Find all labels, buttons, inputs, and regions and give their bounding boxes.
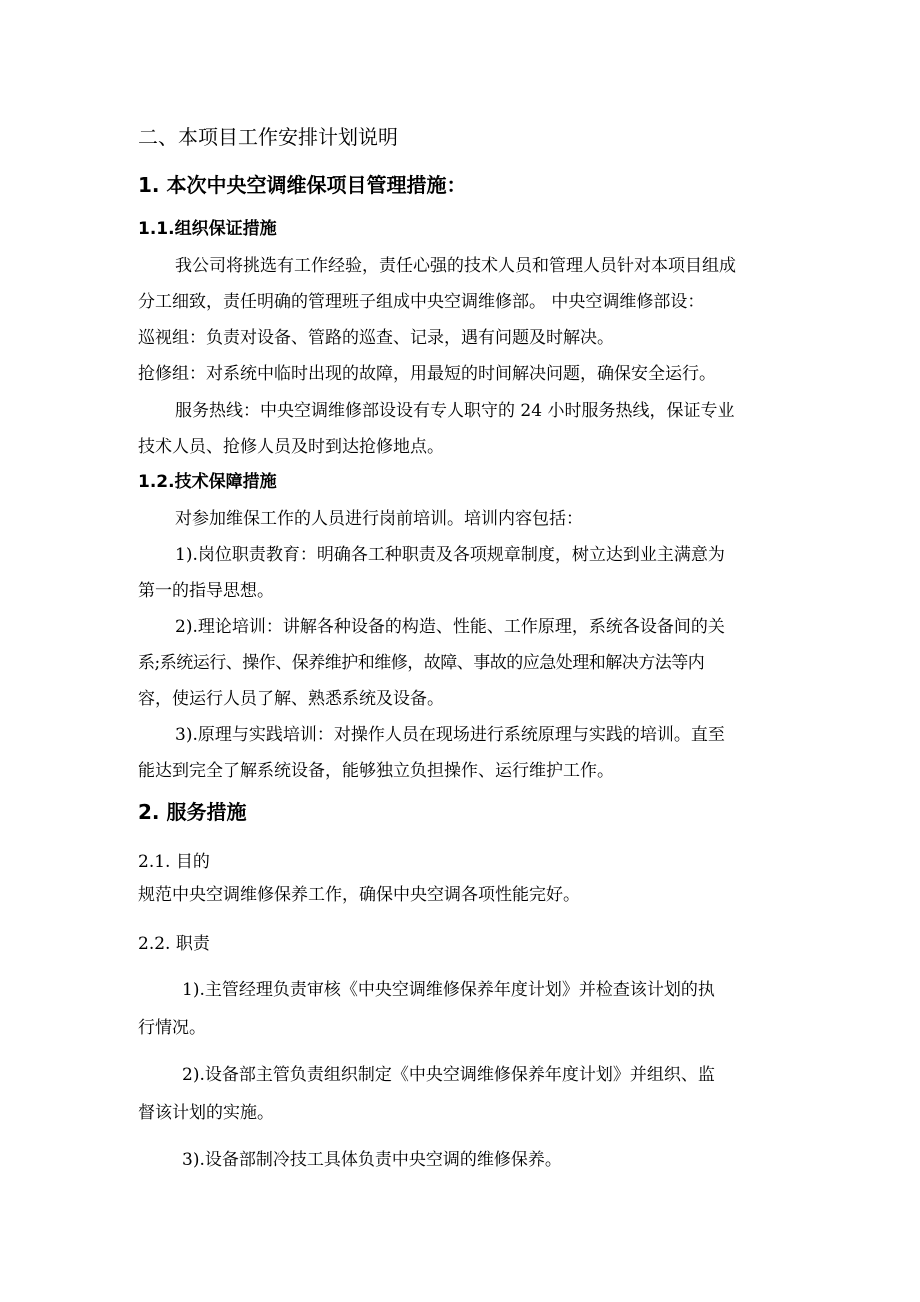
subsection-2-2-heading: 2.2. 职责 — [138, 934, 210, 954]
subsection-2-1-heading: 2.1. 目的 — [138, 852, 210, 872]
list-item-line: 2).设备部主管负责组织制定《中央空调维修保养年度计划》并组织、监 — [182, 1065, 715, 1085]
list-item-line: 能达到完全了解系统设备，能够独立负担操作、运行维护工作。 — [138, 761, 614, 781]
section-2-heading: 2. 服务措施 — [138, 800, 247, 824]
paragraph-line: 对参加维保工作的人员进行岗前培训。培训内容包括： — [175, 509, 583, 529]
section-1-heading: 1. 本次中央空调维保项目管理措施： — [138, 173, 467, 197]
subsection-1-2-heading: 1.2.技术保障措施 — [138, 472, 277, 492]
list-item-line: 第一的指导思想。 — [138, 581, 274, 601]
list-item-line: 3).设备部制冷技工具体负责中央空调的维修保养。 — [182, 1150, 562, 1170]
list-item-line: 2).理论培训：讲解各种设备的构造、性能、工作原理，系统各设备间的关 — [175, 617, 725, 637]
list-item-line: 1).主管经理负责审核《中央空调维修保养年度计划》并检查该计划的执 — [182, 980, 715, 1000]
paragraph-line: 我公司将挑选有工作经验，责任心强的技术人员和管理人员针对本项目组成 — [175, 256, 736, 276]
list-item-line: 系;系统运行、操作、保养维护和维修，故障、事故的应急处理和解决方法等内 — [138, 653, 705, 673]
paragraph-line: 抢修组：对系统中临时出现的故障，用最短的时间解决问题，确保安全运行。 — [138, 364, 716, 384]
part-title: 二、本项目工作安排计划说明 — [138, 125, 398, 149]
paragraph-line: 规范中央空调维修保养工作，确保中央空调各项性能完好。 — [138, 885, 580, 905]
paragraph-line: 技术人员、抢修人员及时到达抢修地点。 — [138, 437, 444, 457]
list-item-line: 3).原理与实践培训：对操作人员在现场进行系统原理与实践的培训。直至 — [175, 725, 725, 745]
list-item-line: 行情况。 — [138, 1018, 206, 1038]
subsection-1-1-heading: 1.1.组织保证措施 — [138, 219, 277, 239]
list-item-line: 督该计划的实施。 — [138, 1103, 274, 1123]
list-item-line: 1).岗位职责教育：明确各工种职责及各项规章制度，树立达到业主满意为 — [175, 545, 725, 565]
paragraph-line: 服务热线：中央空调维修部设设有专人职守的 24 小时服务热线，保证专业 — [175, 401, 735, 421]
list-item-line: 容，使运行人员了解、熟悉系统及设备。 — [138, 689, 444, 709]
paragraph-line: 分工细致，责任明确的管理班子组成中央空调维修部。 中央空调维修部设： — [138, 292, 705, 312]
paragraph-line: 巡视组：负责对设备、管路的巡查、记录，遇有问题及时解决。 — [138, 328, 614, 348]
